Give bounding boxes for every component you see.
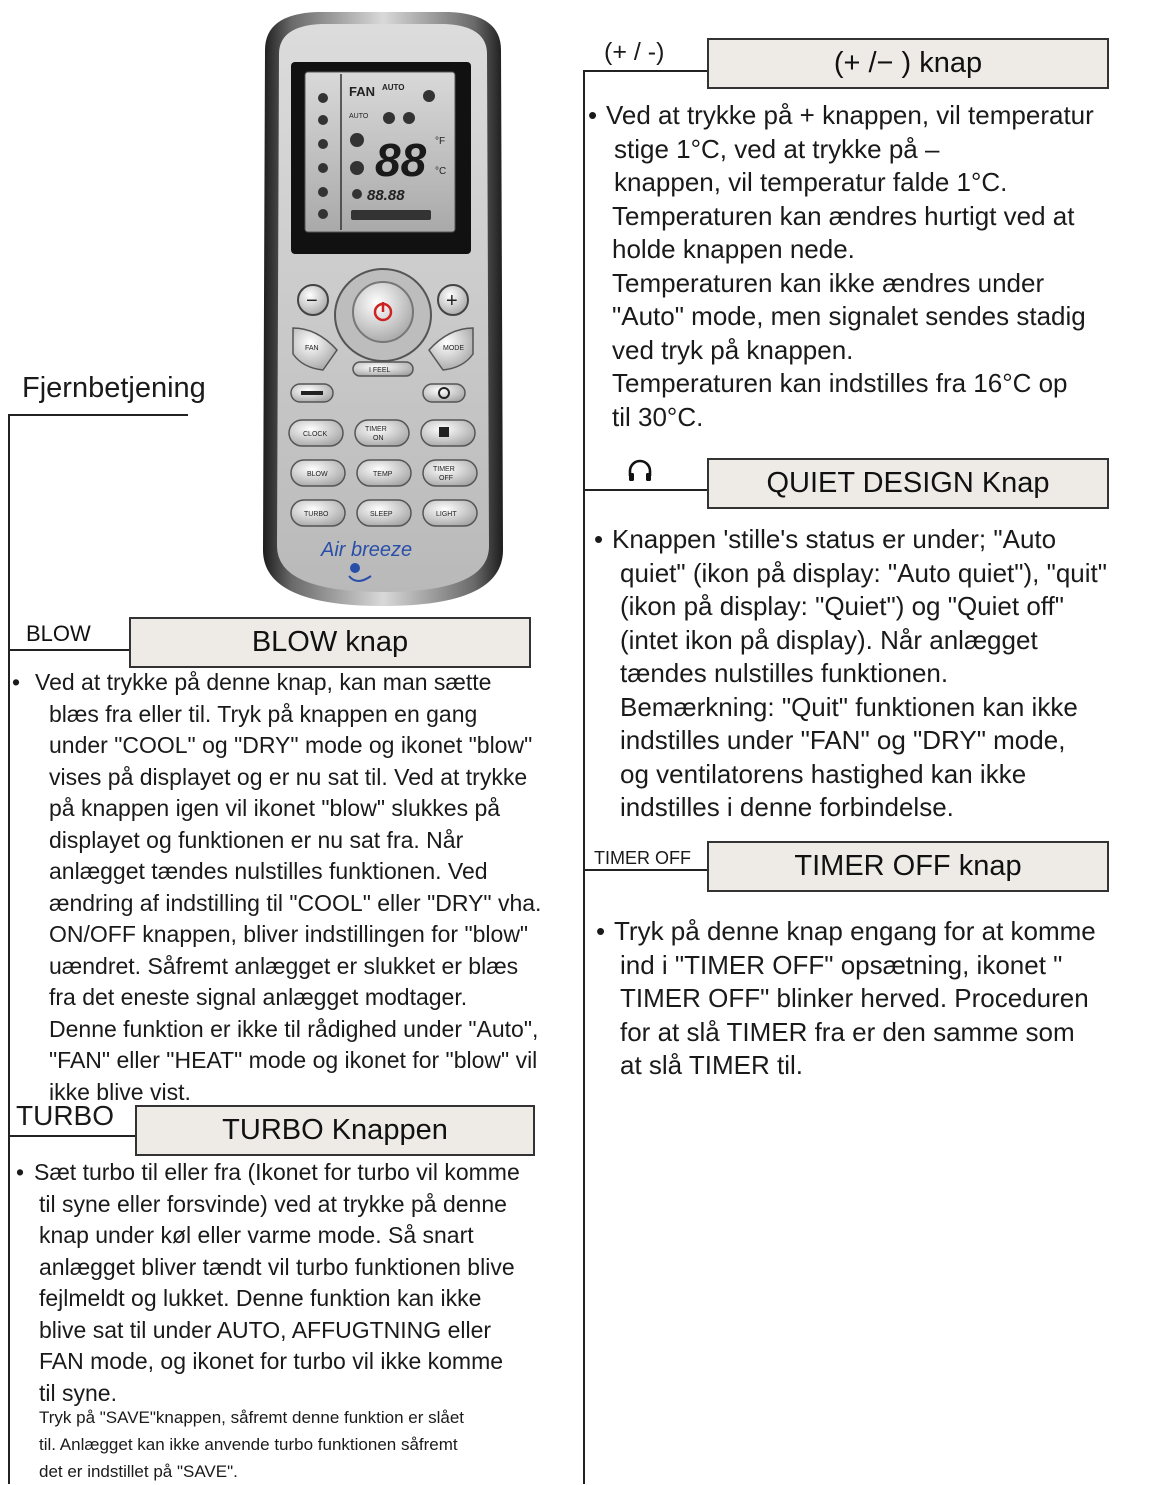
plusminus-line: Temperaturen kan indstilles fra 16°C op — [612, 368, 1068, 398]
quiet-line: tændes nulstilles funktionen. — [620, 658, 949, 688]
turbo-note-line: Tryk på "SAVE"knappen, såfremt denne funktion er slået — [39, 1408, 465, 1427]
turbo-note-line: til. Anlægget kan ikke anvende turbo funktionen såfremt — [39, 1435, 458, 1454]
quiet-paragraph — [594, 523, 1150, 825]
plusminus-tag: (+ / -) — [604, 38, 665, 66]
remote-label-underline — [8, 414, 188, 416]
turbo-line: til syne. — [39, 1379, 117, 1406]
svg-text:LIGHT: LIGHT — [436, 511, 457, 518]
quiet-line: indstilles i denne forbindelse. — [620, 792, 954, 822]
turbo-paragraph — [16, 1157, 582, 1409]
turbo-note-line: det er indstillet på "SAVE". — [39, 1462, 238, 1481]
quiet-line: (intet ikon på display). Når anlægget — [620, 624, 1038, 655]
svg-text:TIMER: TIMER — [365, 426, 387, 433]
turbo-line: blive sat til under AUTO, AFFUGTNING eller — [39, 1316, 492, 1343]
svg-text:CLOCK: CLOCK — [303, 431, 328, 438]
quiet-bullet: • — [594, 524, 604, 554]
blow-line: "FAN" eller "HEAT" mode og ikonet for "blow" vil — [49, 1047, 538, 1073]
blow-tag-underline — [8, 649, 130, 651]
svg-text:AUTO: AUTO — [382, 83, 405, 92]
blow-line: på knappen igen vil ikonet "blow" slukkes på — [49, 795, 501, 821]
plusminus-line: ved tryk på knappen. — [612, 334, 854, 365]
plusminus-paragraph — [588, 99, 1148, 434]
timeroff-bullet: • — [596, 916, 606, 946]
svg-text:−: − — [306, 290, 318, 312]
turbo-line: knap under køl eller varme mode. Så snart — [39, 1222, 474, 1248]
svg-text:°C: °C — [435, 166, 447, 177]
svg-text:BLOW: BLOW — [307, 471, 328, 478]
plusminus-line: Temperaturen kan ikke ændres under — [612, 267, 1045, 298]
plusminus-line: stige 1°C, ved at trykke på – — [614, 133, 940, 164]
blow-line: anlægget tændes nulstilles funktionen. Ved — [49, 858, 488, 884]
quiet-line: og ventilatorens hastighed kan ikke — [620, 758, 1027, 789]
turbo-line: FAN mode, og ikonet for turbo vil ikke komme — [39, 1348, 504, 1374]
plusminus-line: knappen, vil temperatur falde 1°C. — [614, 167, 1008, 197]
svg-text:TURBO: TURBO — [304, 511, 329, 518]
turbo-line: Sæt turbo til eller fra (Ikonet for turbo vil komme — [34, 1159, 520, 1185]
svg-text:TIMER: TIMER — [433, 466, 455, 473]
plusminus-line: Ved at trykke på + knappen, vil temperatur — [606, 100, 1094, 130]
turbo-note — [39, 1404, 584, 1485]
blow-header: BLOW knap — [129, 617, 531, 668]
blow-line: fra det eneste signal anlægget modtager. — [49, 984, 468, 1010]
quiet-line: Knappen 'stille's status er under; "Auto — [612, 524, 1057, 554]
turbo-line: fejlmeldt og lukket. Denne funktion kan ikke — [39, 1285, 482, 1311]
quiet-line: (ikon på display: "Quiet") og "Quiet off" — [620, 591, 1064, 621]
right-connector-vertical — [583, 70, 585, 1484]
timeroff-paragraph — [596, 915, 1150, 1083]
plusminus-header: (+ /− ) knap — [707, 38, 1109, 89]
svg-text:AUTO: AUTO — [349, 113, 369, 120]
timeroff-line: TIMER OFF" blinker herved. Proceduren — [620, 983, 1089, 1013]
blow-line: uændret. Såfremt anlægget er slukket er blæs — [49, 952, 519, 979]
turbo-bullet: • — [16, 1159, 25, 1185]
turbo-tag-underline — [8, 1135, 136, 1137]
blow-line: Denne funktion er ikke til rådighed under "Auto", — [49, 1015, 539, 1042]
quiet-line: quiet" (ikon på display: "Auto quiet"), "quit" — [620, 557, 1107, 588]
svg-text:OFF: OFF — [439, 475, 453, 482]
timeroff-line: at slå TIMER til. — [620, 1050, 804, 1080]
svg-text:TEMP: TEMP — [373, 471, 393, 478]
svg-text:SLEEP: SLEEP — [370, 511, 393, 518]
blow-bullet: • — [12, 669, 21, 695]
blow-line: ON/OFF knappen, bliver indstillingen for "blow" — [49, 921, 529, 947]
turbo-line: til syne eller forsvinde) ved at trykke på denne — [39, 1190, 507, 1217]
timeroff-tag-underline — [583, 869, 709, 871]
svg-text:88.88: 88.88 — [367, 187, 405, 204]
svg-text:MODE: MODE — [443, 345, 464, 352]
blow-tag: BLOW — [26, 621, 91, 646]
turbo-tag: TURBO — [16, 1100, 114, 1131]
svg-text:FAN: FAN — [349, 84, 375, 99]
remote-control-illustration — [257, 10, 509, 608]
quiet-line: Bemærkning: "Quit" funktionen kan ikke — [620, 691, 1078, 722]
plusminus-line: "Auto" mode, men signalet sendes stadig — [612, 301, 1086, 331]
quiet-header: QUIET DESIGN Knap — [707, 458, 1109, 509]
turbo-line: anlægget bliver tændt vil turbo funktionen blive — [39, 1253, 515, 1280]
blow-line: Ved at trykke på denne knap, kan man sætte — [35, 669, 492, 695]
timeroff-header: TIMER OFF knap — [707, 841, 1109, 892]
plusminus-bullet: • — [588, 100, 598, 130]
turbo-header: TURBO Knappen — [135, 1105, 535, 1156]
quiet-line: indstilles under "FAN" og "DRY" mode, — [620, 725, 1066, 755]
svg-text:+: + — [446, 290, 458, 312]
svg-text:ON: ON — [373, 435, 384, 442]
blow-line: under "COOL" og "DRY" mode og ikonet "blow" — [49, 732, 533, 758]
svg-text:I FEEL: I FEEL — [369, 367, 391, 374]
blow-line: displayet og funktionen er nu sat fra. Når — [49, 826, 464, 853]
blow-line: ændring af indstilling til "COOL" eller "DRY" vha. — [49, 889, 542, 916]
plusminus-tag-underline — [583, 70, 709, 72]
headphone-icon — [626, 458, 654, 484]
svg-text:°F: °F — [435, 136, 446, 147]
plusminus-line: Temperaturen kan ændres hurtigt ved at — [612, 200, 1075, 231]
timeroff-line: for at slå TIMER fra er den samme som — [620, 1016, 1075, 1047]
svg-text:88: 88 — [375, 134, 427, 186]
quiet-tag-underline — [583, 489, 709, 491]
blow-paragraph — [12, 667, 582, 1108]
timeroff-line: Tryk på denne knap engang for at komme — [614, 916, 1096, 946]
svg-text:Air breeze: Air breeze — [321, 539, 413, 561]
remote-label: Fjernbetjening — [22, 372, 206, 404]
plusminus-line: til 30°C. — [612, 401, 704, 432]
left-connector-vertical — [8, 415, 10, 1484]
timeroff-tag: TIMER OFF — [594, 848, 691, 868]
timeroff-line: ind i "TIMER OFF" opsætning, ikonet " — [620, 949, 1063, 980]
blow-line: vises på displayet og er nu sat til. Ved at trykke — [49, 763, 528, 790]
plusminus-line: holde knappen nede. — [612, 234, 855, 264]
blow-line: blæs fra eller til. Tryk på knappen en gang — [49, 700, 478, 727]
svg-text:FAN: FAN — [305, 345, 319, 352]
blow-line: ikke blive vist. — [49, 1078, 191, 1105]
